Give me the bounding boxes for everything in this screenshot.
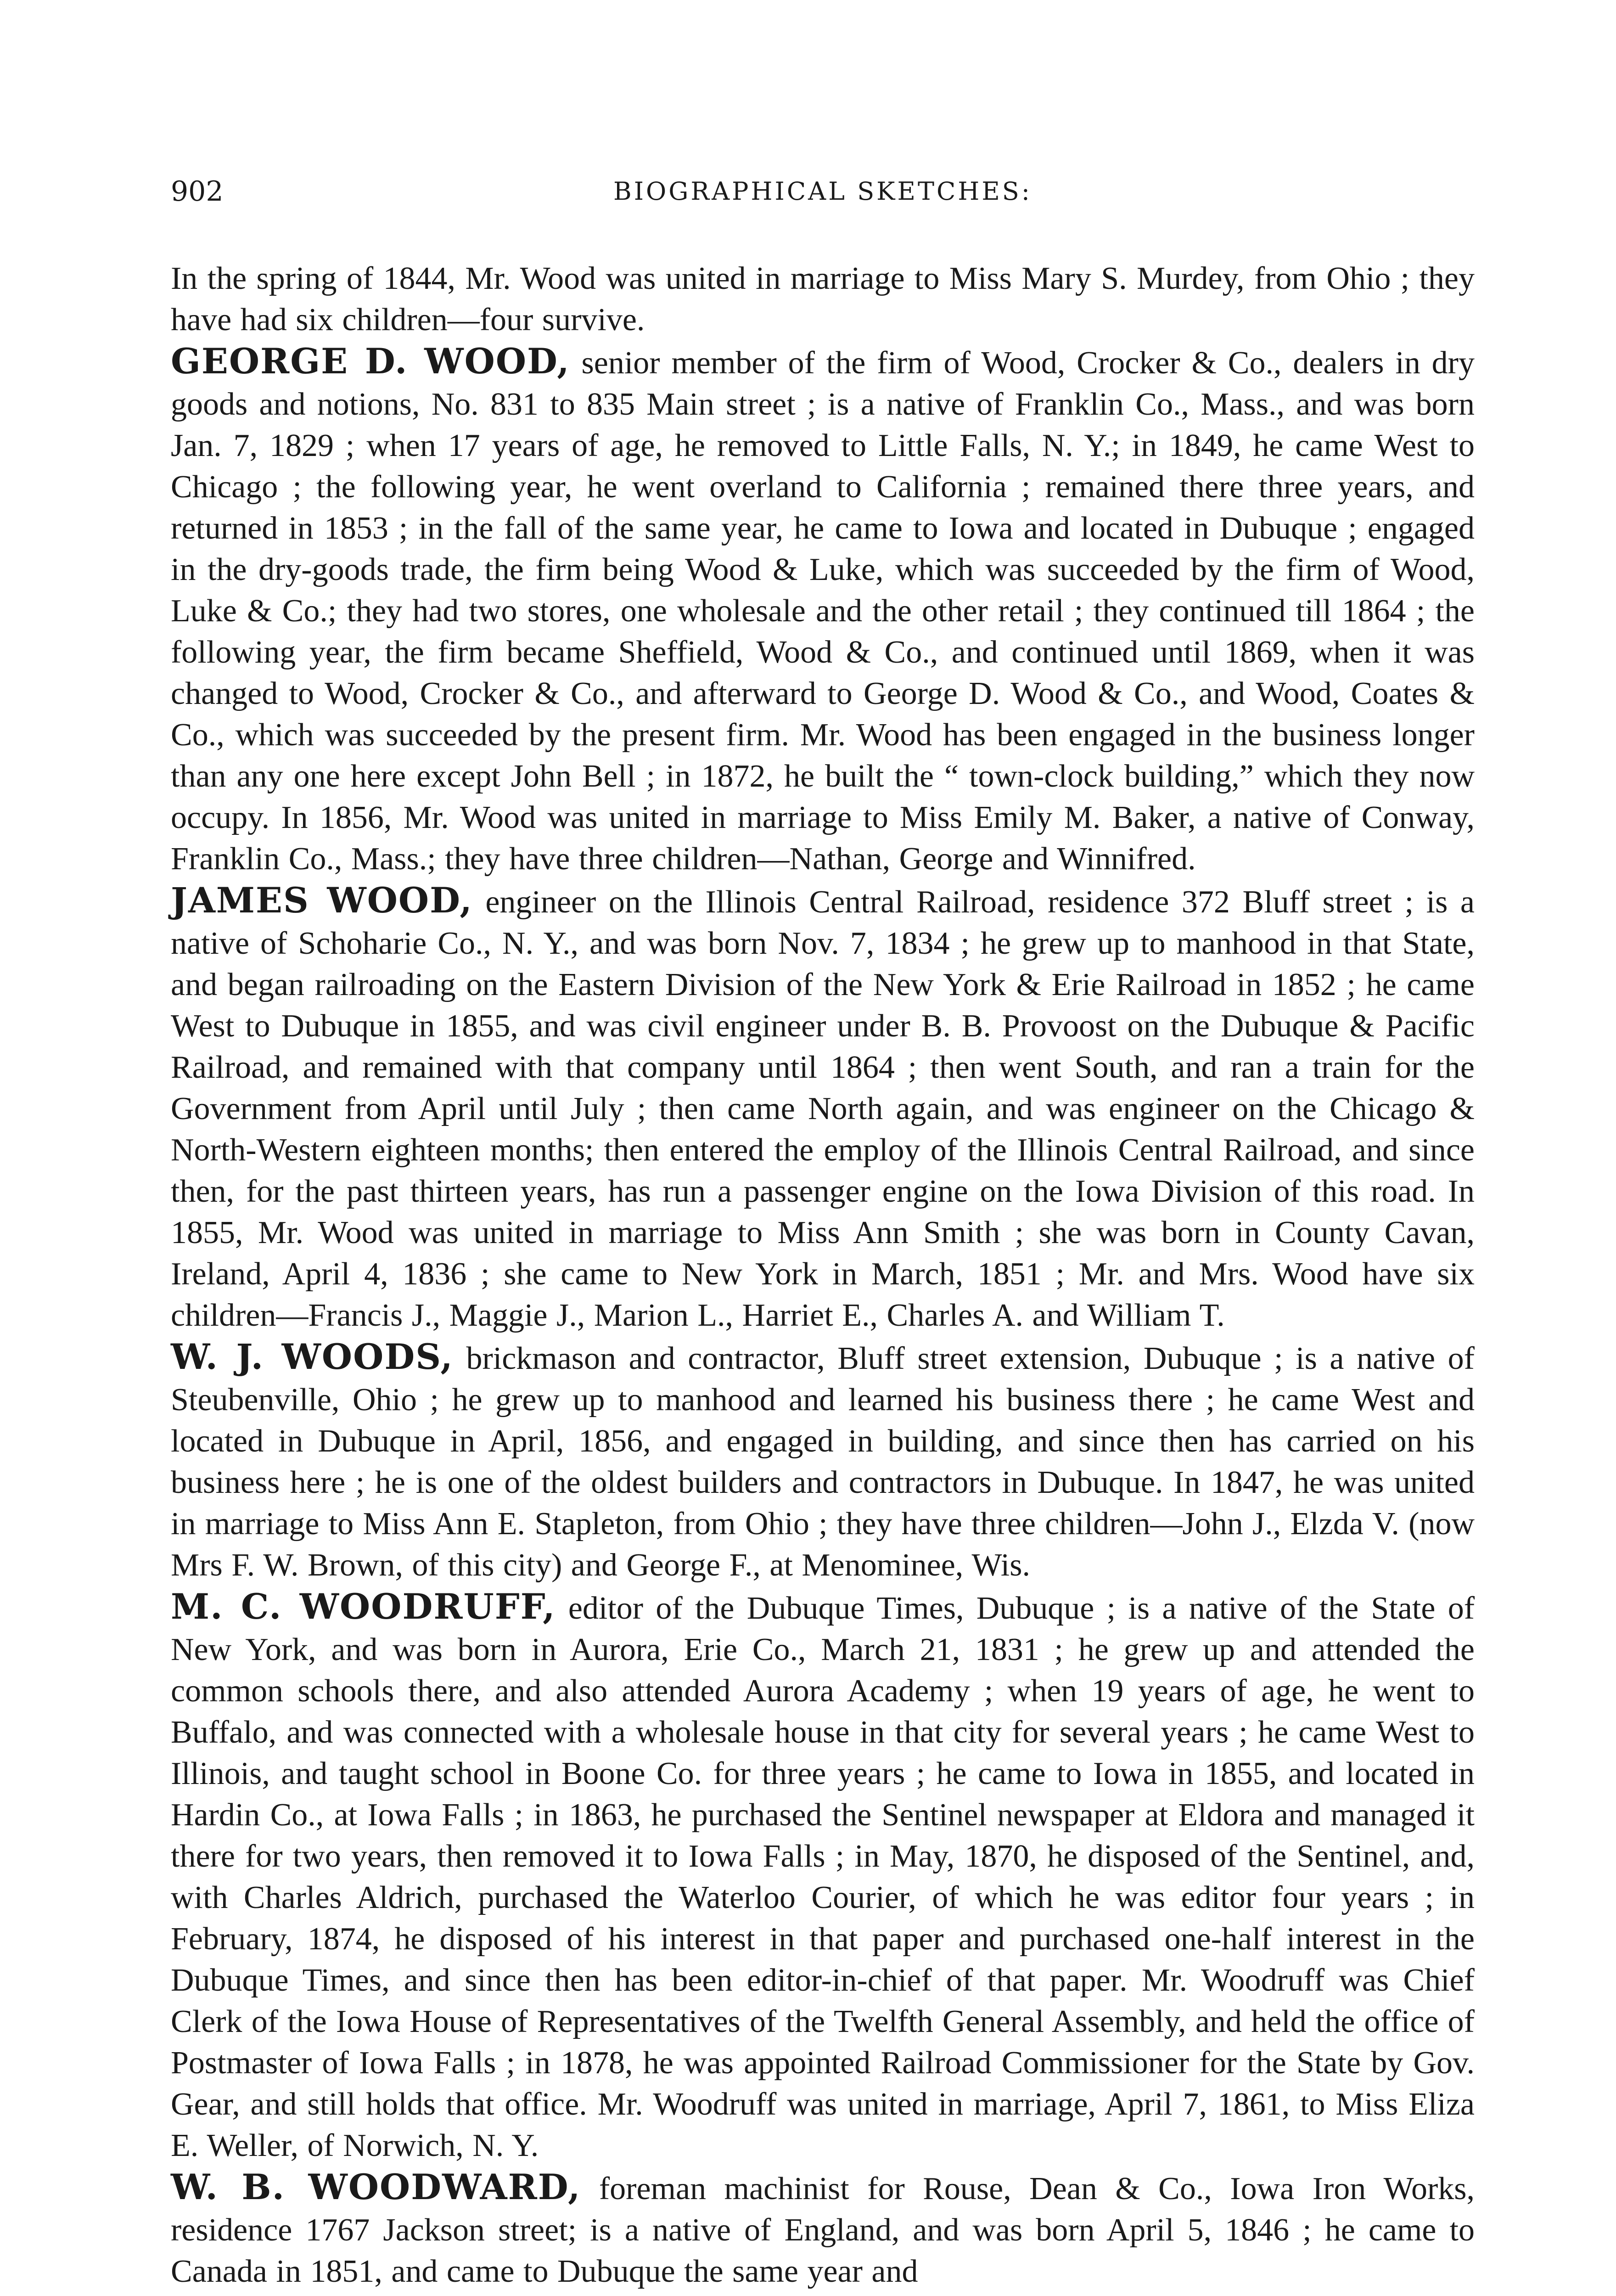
running-title: BIOGRAPHICAL SKETCHES: (613, 177, 1032, 206)
biography-entry (171, 880, 1475, 1336)
entry-name: JAMES WOOD, (171, 880, 473, 921)
biography-entry (171, 1336, 1475, 1586)
entry-text: foreman machinist for Rouse, Dean & Co., Iowa Iron Works, residence 1767 Jackson street; is a native of England, and was born April 5, 1846 ; he came to Canada in 1851, and came to Dubuque the same year and (171, 2171, 1475, 2289)
biography-entry (171, 1586, 1475, 2167)
biography-entry (171, 2167, 1475, 2292)
entry-name: M. C. WOODRUFF, (171, 1586, 556, 1627)
entry-text: brickmason and contractor, Bluff street extension, Dubuque ; is a native of Steubenville, Ohio ; he grew up to manhood and learned his business there ; he came West and located in Dubuque in April, 1856, and engaged in building, and since then has carried on his business here ; he is one of the oldest builders and contractors in Dubuque. In 1847, he was united in marriage to Miss Ann E. Stapleton, from Ohio ; they have three children—John J., Elzda V. (now Mrs F. W. Brown, of this city) and George F., at Menominee, Wis. (171, 1341, 1475, 1583)
body-text (171, 258, 1475, 2292)
entry-text: editor of the Dubuque Times, Dubuque ; is a native of the State of New York, and was born in Aurora, Erie Co., March 21, 1831 ; he grew up and attended the common schools there, and also attended Aurora Academy ; when 19 years of age, he went to Buffalo, and was connected with a wholesale house in that city for several years ; he came West to Illinois, and taught school in Boone Co. for three years ; he came to Iowa in 1855, and located in Hardin Co., at Iowa Falls ; in 1863, he purchased the Sentinel newspaper at Eldora and managed it there for two years, then removed it to Iowa Falls ; in May, 1870, he disposed of the Sentinel, and, with Charles Aldrich, purchased the Waterloo Courier, of which he was editor four years ; in February, 1874, he disposed of his interest in that paper and purchased one-half interest in the Dubuque Times, and since then has been editor-in-chief of that paper. Mr. Woodruff was Chief Clerk of the Iowa House of Representatives of the Twelfth General Assembly, and held the office of Postmaster of Iowa Falls ; in 1878, he was appointed Railroad Commissioner for the State by Gov. Gear, and still holds that office. Mr. Woodruff was united in marriage, April 7, 1861, to Miss Eliza E. Weller, of Norwich, N. Y. (171, 1591, 1475, 2163)
biography-entry (171, 341, 1475, 880)
entry-name: W. J. WOODS, (171, 1336, 454, 1377)
entry-name: GEORGE D. WOOD, (171, 341, 570, 382)
entry-text: senior member of the firm of Wood, Crocker & Co., dealers in dry goods and notions, No. 831 to 835 Main street ; is a native of Franklin Co., Mass., and was born Jan. 7, 1829 ; when 17 years of age, he removed to Little Falls, N. Y.; in 1849, he came West to Chicago ; the following year, he went overland to California ; remained there three years, and returned in 1853 ; in the fall of the same year, he came to Iowa and located in Dubuque ; engaged in the dry-goods trade, the firm being Wood & Luke, which was succeeded by the firm of Wood, Luke & Co.; they had two stores, one wholesale and the other retail ; they continued till 1864 ; the following year, the firm became Sheffield, Wood & Co., and continued until 1869, when it was changed to Wood, Crocker & Co., and afterward to George D. Wood & Co., and Wood, Coates & Co., which was succeeded by the present firm. Mr. Wood has been engaged in the business longer than any one here except John Bell ; in 1872, he built the “ town-clock building,” which they now occupy. In 1856, Mr. Wood was united in marriage to Miss Emily M. Baker, a native of Conway, Franklin Co., Mass.; they have three children—Nathan, George and Winnifred. (171, 345, 1475, 877)
page-header (171, 171, 1475, 212)
intro-paragraph: In the spring of 1844, Mr. Wood was united in marriage to Miss Mary S. Murdey, from Ohio ; they have had six children—four survive. (171, 261, 1475, 338)
page-number: 902 (171, 175, 224, 208)
entry-name: W. B. WOODWARD, (171, 2167, 581, 2207)
entry-text: engineer on the Illinois Central Railroad, residence 372 Bluff street ; is a native of Schoharie Co., N. Y., and was born Nov. 7, 1834 ; he grew up to manhood in that State, and began railroading on the Eastern Division of the New York & Erie Railroad in 1852 ; he came West to Dubuque in 1855, and was civil engineer under B. B. Provoost on the Dubuque & Pacific Railroad, and remained with that company until 1864 ; then went South, and ran a train for the Government from April until July ; then came North again, and was engineer on the Chicago & North-Western eighteen months; then entered the employ of the Illinois Central Railroad, and since then, for the past thirteen years, has run a passenger engine on the Iowa Division of this road. In 1855, Mr. Wood was united in marriage to Miss Ann Smith ; she was born in County Cavan, Ireland, April 4, 1836 ; she came to New York in March, 1851 ; Mr. and Mrs. Wood have six children—Francis J., Maggie J., Marion L., Harriet E., Charles A. and William T. (171, 884, 1475, 1333)
